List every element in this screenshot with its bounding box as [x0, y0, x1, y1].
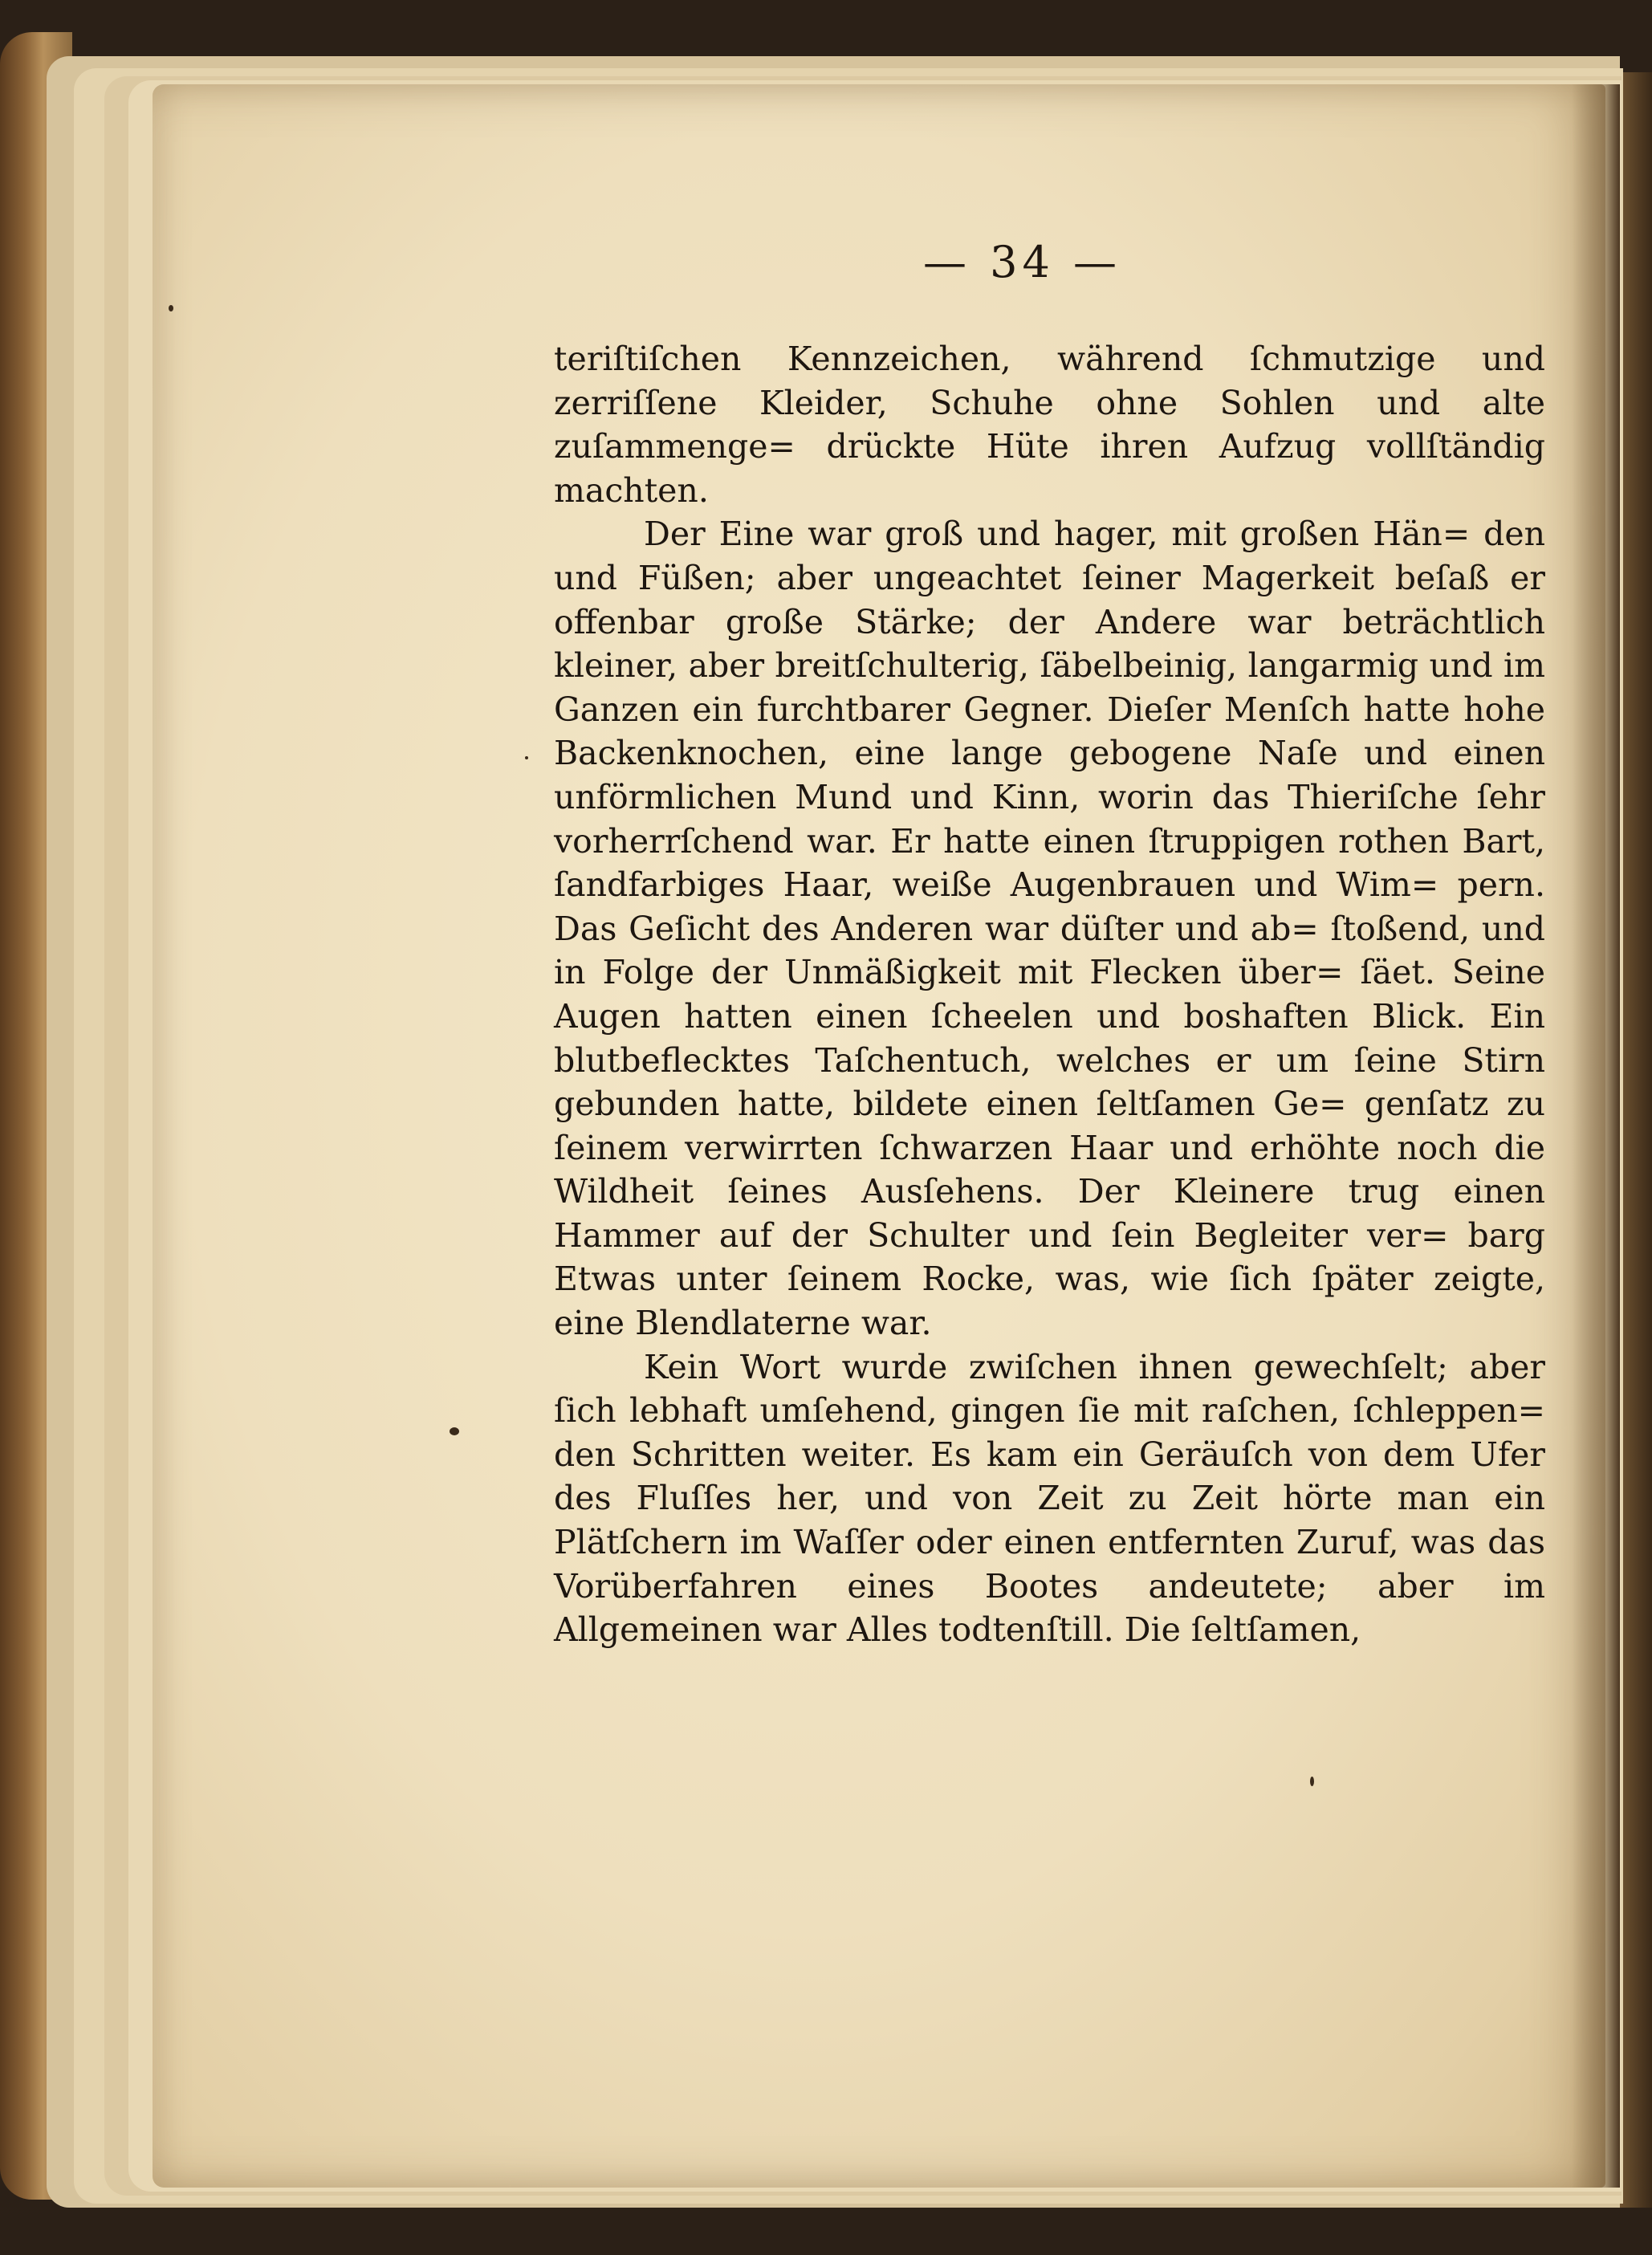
paper-speck — [169, 305, 173, 311]
paper-speck — [1310, 1777, 1314, 1786]
paragraph: Kein Wort wurde zwiſchen ihnen gewechſelt; aber ſich lebhaft umſehend, gingen ſie mit raſchen, ſchleppen= den Schritten weiter. Es kam ein Geräuſch von dem Ufer des Fluſſes her, und von Zeit zu Zeit hörte man ein Plätſchern im Waſſer oder einen entfernten Zuruf, was das Vorüberfahren eines Bootes andeutete; aber im Allgemeinen war Alles todtenſtill. Die ſeltſamen, — [554, 1347, 1545, 1650]
paragraph: teriſtiſchen Kennzeichen, während ſchmutzige und zerriſſene Kleider, Schuhe ohne Sohlen und alte zuſammenge= drückte Hüte ihren Aufzug vollſtändig machten. — [554, 340, 1545, 510]
paper-speck — [450, 1427, 459, 1435]
paragraph: Der Eine war groß und hager, mit großen Hän= den und Füßen; aber ungeachtet ſeiner Magerkeit beſaß er offenbar große Stärke; der Andere war beträchtlich kleiner, aber breitſchulterig, ſäbelbeinig, langarmig und im Ganzen ein furchtbarer Gegner. Dieſer Menſch hatte hohe Backenknochen, eine lange gebogene Naſe und einen unförmlichen Mund und Kinn, worin das Thieriſche ſehr vorherrſchend war. Er hatte einen ſtruppigen rothen Bart, ſandfarbiges Haar, weiße Augenbrauen und Wim= pern. Das Geſicht des Anderen war düſter und ab= ſtoßend, und in Folge der Unmäßigkeit mit Flecken über= ſäet. Seine Augen hatten einen ſcheelen und boshaften Blick. Ein blutbeflecktes Taſchentuch, welches er um ſeine Stirn gebunden hatte, bildete einen ſeltſamen Ge= genſatz zu ſeinem verwirrten ſchwarzen Haar und erhöhte noch die Wildheit ſeines Ausſehens. Der Kleinere trug einen Hammer auf der Schulter und ſein Begleiter ver= barg Etwas unter ſeinem Rocke, was, wie ſich ſpäter zeigte, eine Blendlaterne war. — [554, 515, 1545, 1343]
paper-speck — [525, 756, 528, 759]
page-number: — 34 — — [923, 237, 1122, 287]
body-text — [554, 337, 1545, 1652]
page-gutter-shadow — [1572, 84, 1620, 2188]
book-cover-right — [1620, 72, 1652, 2208]
